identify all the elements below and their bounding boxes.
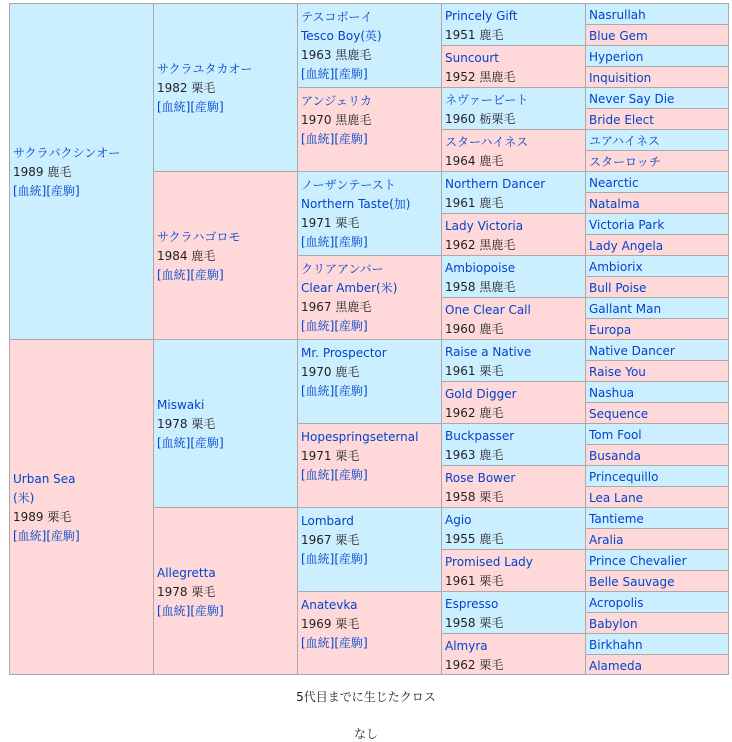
pedigree-cell-gen5	[585, 360, 729, 381]
pedigree-cell-gen5	[585, 255, 729, 276]
pedigree-table	[9, 3, 729, 675]
pedigree-cell-gen5	[585, 24, 729, 45]
horse-info: 1958 栗毛	[445, 490, 504, 504]
pedigree-cell-gen5	[585, 591, 729, 612]
pedigree-cell-gen5	[585, 654, 729, 675]
pedigree-cell-gen2	[153, 171, 297, 339]
pedigree-cell-gen5	[585, 402, 729, 423]
horse-name-link[interactable]: Nasrullah	[589, 8, 646, 22]
pedigree-cell-gen5	[585, 129, 729, 150]
horse-info: 1967 黒鹿毛	[301, 300, 372, 314]
pedigree-cell-gen3	[297, 339, 441, 423]
horse-info: 1989 鹿毛	[13, 165, 72, 179]
pedigree-cell-gen3	[297, 255, 441, 339]
horse-name-link[interactable]: ネヴァービート	[445, 93, 529, 107]
horse-name-link[interactable]: Miswaki	[157, 398, 205, 412]
pedigree-cell-gen5	[585, 171, 729, 192]
horse-name-link[interactable]: Natalma	[589, 197, 640, 211]
horse-info: 1952 黒鹿毛	[445, 70, 516, 84]
horse-name-link[interactable]: Anatevka	[301, 598, 358, 612]
horse-info: 1978 栗毛	[157, 585, 216, 599]
horse-info: 1958 栗毛	[445, 616, 504, 630]
horse-name-link[interactable]: Princequillo	[589, 470, 659, 484]
pedigree-cell-gen4	[441, 507, 585, 549]
pedigree-links[interactable]: [血統][産駒]	[301, 468, 368, 482]
horse-name-link[interactable]: Ambiopoise	[445, 261, 516, 275]
horse-info: 1963 鹿毛	[445, 448, 504, 462]
horse-name-link[interactable]: Ambiorix	[589, 260, 643, 274]
pedigree-cell-gen5	[585, 150, 729, 171]
horse-name-link[interactable]: スターハイネス	[445, 135, 529, 149]
pedigree-cell-gen4	[441, 549, 585, 591]
horse-name-link[interactable]: サクラユタカオー	[157, 62, 253, 76]
pedigree-cell-gen5	[585, 213, 729, 234]
horse-name-link[interactable]: Almyra	[445, 639, 488, 653]
pedigree-cell-gen3	[297, 591, 441, 675]
horse-name-link[interactable]: Bride Elect	[589, 113, 654, 127]
horse-info: 1963 黒鹿毛	[301, 48, 372, 62]
horse-name-link[interactable]: Promised Lady	[445, 555, 533, 569]
horse-name-link[interactable]: Agio	[445, 513, 472, 527]
horse-name-link[interactable]: ユアハイネス	[589, 134, 660, 148]
pedigree-cell-gen5	[585, 612, 729, 633]
pedigree-links[interactable]: [血統][産駒]	[157, 436, 224, 450]
horse-name-link[interactable]: Native Dancer	[589, 344, 675, 358]
pedigree-cell-gen5	[585, 507, 729, 528]
pedigree-cell-gen4	[441, 423, 585, 465]
horse-name-link[interactable]: Lady Victoria	[445, 219, 524, 233]
horse-name-link[interactable]: Princely Gift	[445, 9, 518, 23]
pedigree-links[interactable]: [血統][産駒]	[157, 604, 224, 618]
pedigree-links[interactable]: [血統][産駒]	[301, 552, 368, 566]
pedigree-cell-gen2	[153, 339, 297, 507]
horse-info: 1971 栗毛	[301, 216, 360, 230]
horse-name-link[interactable]: Prince Chevalier	[589, 554, 687, 568]
pedigree-cell-gen1	[9, 3, 153, 339]
horse-name-link[interactable]: Nearctic	[589, 176, 639, 190]
horse-name-link[interactable]: Raise a Native	[445, 345, 532, 359]
pedigree-cell-gen4	[441, 297, 585, 339]
horse-info: 1982 栗毛	[157, 81, 216, 95]
horse-info: 1962 栗毛	[445, 658, 504, 672]
horse-info: 1960 鹿毛	[445, 322, 504, 336]
pedigree-cell-gen4	[441, 87, 585, 129]
horse-name-link[interactable]: Raise You	[589, 365, 646, 379]
pedigree-cell-gen4	[441, 255, 585, 297]
horse-name-link[interactable]: アンジェリカ	[301, 94, 372, 108]
pedigree-cell-gen5	[585, 108, 729, 129]
horse-name-link[interactable]: クリアアンバー	[301, 262, 384, 276]
horse-name-link[interactable]: Bull Poise	[589, 281, 647, 295]
horse-name-link[interactable]: サクラバクシンオー	[13, 146, 121, 160]
pedigree-cell-gen2	[153, 3, 297, 171]
pedigree-cell-gen5	[585, 234, 729, 255]
pedigree-cell-gen5	[585, 381, 729, 402]
horse-name-link[interactable]: テスコボーイ	[301, 10, 373, 24]
horse-name-link[interactable]: Tom Fool	[589, 428, 642, 442]
pedigree-cell-gen5	[585, 339, 729, 360]
pedigree-cell-gen1	[9, 339, 153, 675]
horse-name-link[interactable]: Allegretta	[157, 566, 216, 580]
horse-name-link[interactable]: サクラハゴロモ	[157, 230, 241, 244]
horse-info: 1969 栗毛	[301, 617, 360, 631]
pedigree-links[interactable]: [血統][産駒]	[301, 132, 368, 146]
horse-name-link[interactable]: Tantieme	[589, 512, 644, 526]
horse-name-link[interactable]: Lombard	[301, 514, 354, 528]
pedigree-links[interactable]: [血統][産駒]	[157, 268, 224, 282]
horse-name-link[interactable]: Aralia	[589, 533, 624, 547]
pedigree-links[interactable]: [血統][産駒]	[13, 529, 80, 543]
pedigree-cell-gen3	[297, 3, 441, 87]
pedigree-cell-gen5	[585, 444, 729, 465]
pedigree-cell-gen5	[585, 633, 729, 654]
horse-name-link[interactable]: Suncourt	[445, 51, 500, 65]
horse-name-link[interactable]: Busanda	[589, 449, 642, 463]
pedigree-links[interactable]: [血統][産駒]	[301, 384, 368, 398]
pedigree-cell-gen5	[585, 276, 729, 297]
horse-name-link[interactable]: ノーザンテースト	[301, 178, 396, 192]
pedigree-cell-gen4	[441, 171, 585, 213]
horse-name-link[interactable]: Northern Dancer	[445, 177, 546, 191]
pedigree-cell-gen3	[297, 423, 441, 507]
horse-info: 1962 鹿毛	[445, 406, 504, 420]
pedigree-cell-gen3	[297, 87, 441, 171]
horse-info: 1970 黒鹿毛	[301, 113, 372, 127]
horse-info: 1961 鹿毛	[445, 196, 504, 210]
pedigree-cell-gen5	[585, 3, 729, 24]
pedigree-links[interactable]: [血統][産駒]	[13, 184, 80, 198]
horse-name-link[interactable]: Belle Sauvage	[589, 575, 675, 589]
horse-name-link[interactable]: Lady Angela	[589, 239, 664, 253]
horse-origin-link: Clear Amber(米)	[301, 281, 398, 295]
horse-name-link[interactable]: Europa	[589, 323, 632, 337]
horse-info: 1955 鹿毛	[445, 532, 504, 546]
pedigree-links[interactable]: [血統][産駒]	[301, 319, 368, 333]
pedigree-cell-gen4	[441, 3, 585, 45]
horse-name-link[interactable]: Gold Digger	[445, 387, 517, 401]
horse-name-link[interactable]: Alameda	[589, 659, 642, 673]
pedigree-cell-gen3	[297, 507, 441, 591]
horse-origin-link: Northern Taste(加)	[301, 197, 411, 211]
horse-name-link[interactable]: Buckpasser	[445, 429, 515, 443]
horse-info: 1971 栗毛	[301, 449, 360, 463]
horse-origin-link: (米)	[13, 491, 35, 505]
horse-name-link[interactable]: Lea Lane	[589, 491, 644, 505]
pedigree-links[interactable]: [血統][産駒]	[301, 636, 368, 650]
pedigree-cell-gen4	[441, 339, 585, 381]
horse-info: 1961 栗毛	[445, 364, 504, 378]
pedigree-cell-gen4	[441, 633, 585, 675]
pedigree-cell-gen5	[585, 549, 729, 570]
horse-name-link[interactable]: スターロッチ	[589, 155, 661, 169]
horse-info: 1984 鹿毛	[157, 249, 216, 263]
pedigree-cell-gen5	[585, 528, 729, 549]
horse-name-link[interactable]: Rose Bower	[445, 471, 516, 485]
horse-name-link[interactable]: Urban Sea	[13, 472, 76, 486]
pedigree-cell-gen2	[153, 507, 297, 675]
horse-name-link[interactable]: Babylon	[589, 617, 638, 631]
horse-name-link[interactable]: Never Say Die	[589, 92, 675, 106]
horse-info: 1970 鹿毛	[301, 365, 360, 379]
horse-name-link[interactable]: Sequence	[589, 407, 649, 421]
pedigree-links[interactable]: [血統][産駒]	[157, 100, 224, 114]
horse-name-link[interactable]: Espresso	[445, 597, 499, 611]
horse-info: 1964 鹿毛	[445, 154, 504, 168]
horse-name-link[interactable]: Nashua	[589, 386, 635, 400]
horse-info: 1962 黒鹿毛	[445, 238, 516, 252]
horse-info: 1951 鹿毛	[445, 28, 504, 42]
pedigree-cell-gen4	[441, 213, 585, 255]
horse-info: 1961 栗毛	[445, 574, 504, 588]
cross-value: なし	[353, 727, 378, 741]
horse-name-link[interactable]: Acropolis	[589, 596, 644, 610]
horse-name-link[interactable]: Gallant Man	[589, 302, 662, 316]
pedigree-cell-gen3	[297, 171, 441, 255]
pedigree-cell-gen4	[441, 381, 585, 423]
pedigree-cell-gen5	[585, 570, 729, 591]
pedigree-cell-gen5	[585, 423, 729, 444]
pedigree-cell-gen4	[441, 465, 585, 507]
pedigree-cell-gen5	[585, 486, 729, 507]
horse-name-link[interactable]: Birkhahn	[589, 638, 643, 652]
horse-name-link[interactable]: Hopespringseternal	[301, 430, 419, 444]
horse-name-link[interactable]: Victoria Park	[589, 218, 665, 232]
pedigree-cell-gen5	[585, 192, 729, 213]
horse-info: 1978 栗毛	[157, 417, 216, 431]
pedigree-cell-gen5	[585, 45, 729, 66]
horse-name-link[interactable]: Inquisition	[589, 71, 652, 85]
pedigree-cell-gen4	[441, 591, 585, 633]
pedigree-cell-gen5	[585, 66, 729, 87]
horse-info: 1958 黒鹿毛	[445, 280, 516, 294]
pedigree-links[interactable]: [血統][産駒]	[301, 67, 368, 81]
horse-info: 1960 栃栗毛	[445, 112, 516, 126]
cross-title: 5代目までに生じたクロス	[296, 690, 436, 704]
horse-name-link[interactable]: Blue Gem	[589, 29, 648, 43]
pedigree-cell-gen5	[585, 465, 729, 486]
pedigree-cell-gen5	[585, 297, 729, 318]
horse-info: 1967 栗毛	[301, 533, 360, 547]
horse-origin-link: Tesco Boy(英)	[301, 29, 382, 43]
horse-info: 1989 栗毛	[13, 510, 72, 524]
horse-name-link[interactable]: Mr. Prospector	[301, 346, 387, 360]
pedigree-links[interactable]: [血統][産駒]	[301, 235, 368, 249]
pedigree-cell-gen4	[441, 45, 585, 87]
pedigree-cell-gen5	[585, 318, 729, 339]
horse-name-link[interactable]: One Clear Call	[445, 303, 531, 317]
pedigree-cell-gen5	[585, 87, 729, 108]
horse-name-link[interactable]: Hyperion	[589, 50, 644, 64]
pedigree-cell-gen4	[441, 129, 585, 171]
